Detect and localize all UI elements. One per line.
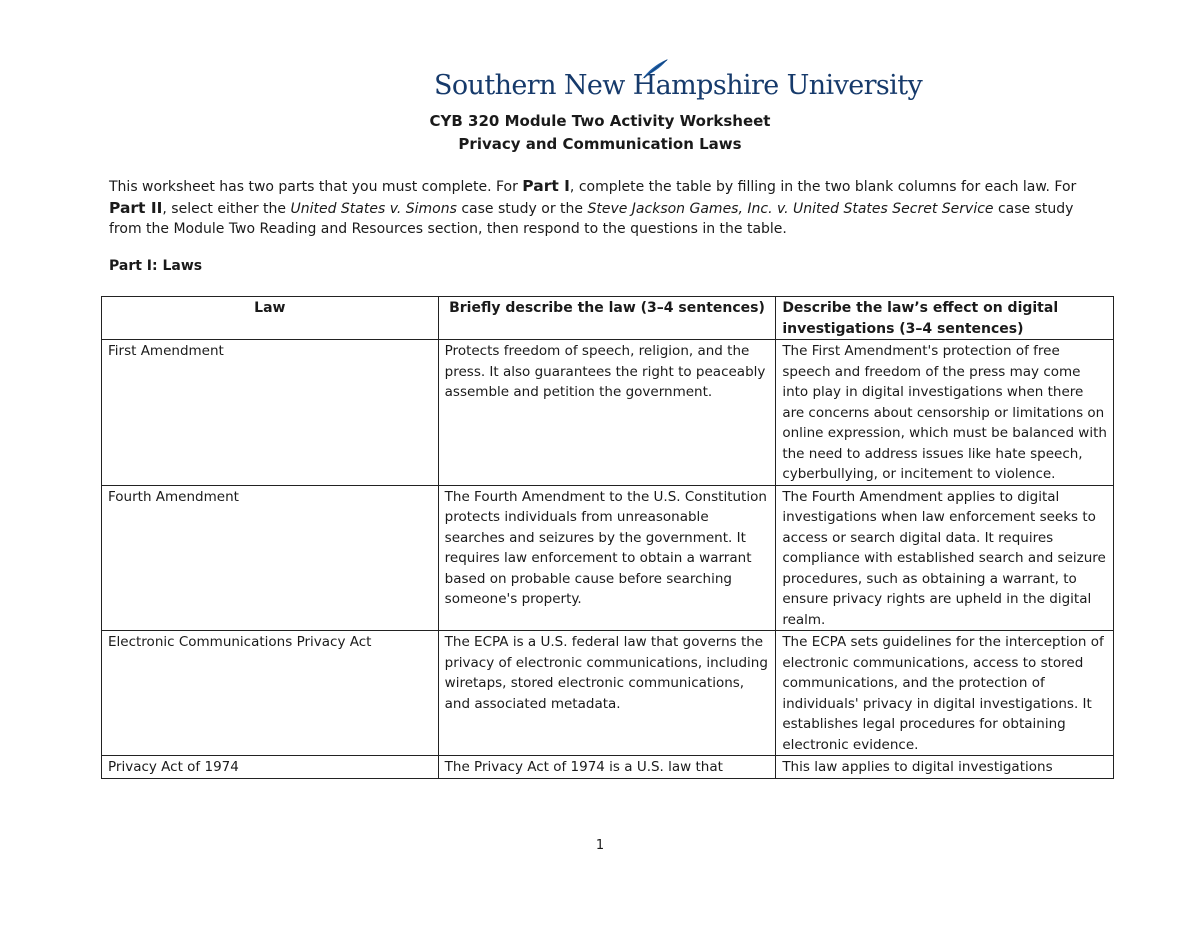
quill-icon: [640, 58, 670, 80]
law-description[interactable]: The Privacy Act of 1974 is a U.S. law that: [438, 756, 776, 779]
case-study-2: Steve Jackson Games, Inc. v. United States Secret Service: [587, 200, 994, 217]
table-row: [102, 756, 1114, 779]
table-row: [102, 340, 1114, 486]
worksheet-subtitle: Privacy and Communication Laws: [458, 135, 742, 153]
table-row: [102, 631, 1114, 756]
table-row: [102, 485, 1114, 631]
law-description[interactable]: The ECPA is a U.S. federal law that governs the privacy of electronic communications, including wiretaps, stored electronic communications, and associated metadata.: [438, 631, 776, 756]
law-description[interactable]: Protects freedom of speech, religion, and the press. It also guarantees the right to peaceably assemble and petition the government.: [438, 340, 776, 486]
logo-text: Southern New Hampshire University: [434, 70, 923, 101]
law-name: Fourth Amendment: [102, 485, 439, 631]
table-header-row: [102, 297, 1114, 340]
part1-label: Part I: [522, 177, 570, 195]
law-effect[interactable]: The Fourth Amendment applies to digital investigations when law enforcement seeks to access or search digital data. It requires compliance with established search and seizure procedures, such as obtaining a warrant, to ensure privacy rights are upheld in the digital realm.: [776, 485, 1114, 631]
worksheet-title: CYB 320 Module Two Activity Worksheet: [429, 112, 771, 130]
law-description[interactable]: The Fourth Amendment to the U.S. Constitution protects individuals from unreasonable searches and seizures by the government. It requires law enforcement to obtain a warrant based on probable cause before searching someone's property.: [438, 485, 776, 631]
law-name: First Amendment: [102, 340, 439, 486]
laws-table: [101, 296, 1114, 779]
header-effect: Describe the law’s effect on digital investigations (3–4 sentences): [776, 297, 1114, 340]
part2-label: Part II: [109, 198, 163, 217]
law-name: Electronic Communications Privacy Act: [102, 631, 439, 756]
law-effect[interactable]: The First Amendment's protection of free speech and freedom of the press may come into play in digital investigations when there are concerns about censorship or limitations on online expression, which must be balanced with the need to address issues like hate speech, cyberbullying, or incitement to violence.: [776, 340, 1114, 486]
law-effect[interactable]: The ECPA sets guidelines for the interception of electronic communications, access to stored communications, and the protection of individuals' privacy in digital investigations. It establishes legal procedures for obtaining electronic evidence.: [776, 631, 1114, 756]
law-effect[interactable]: This law applies to digital investigations: [776, 756, 1114, 779]
intro-paragraph: This worksheet has two parts that you must complete. For Part I, complete the table by filling in the two blank columns for each law. For Part II, select either the United States v. Simons case study or the Steve Jackson Games, Inc. v. United States Secret Service case study from the Module Two Reading and Resources section, then respond to the questions in the table.: [109, 177, 1077, 237]
university-logo: [434, 58, 923, 108]
header-description: Briefly describe the law (3–4 sentences): [438, 297, 776, 340]
page-number: 1: [595, 838, 605, 853]
law-name: Privacy Act of 1974: [102, 756, 439, 779]
case-study-1: United States v. Simons: [290, 200, 457, 217]
part-heading: Part I: Laws: [109, 258, 203, 274]
header-law: Law: [102, 297, 439, 340]
